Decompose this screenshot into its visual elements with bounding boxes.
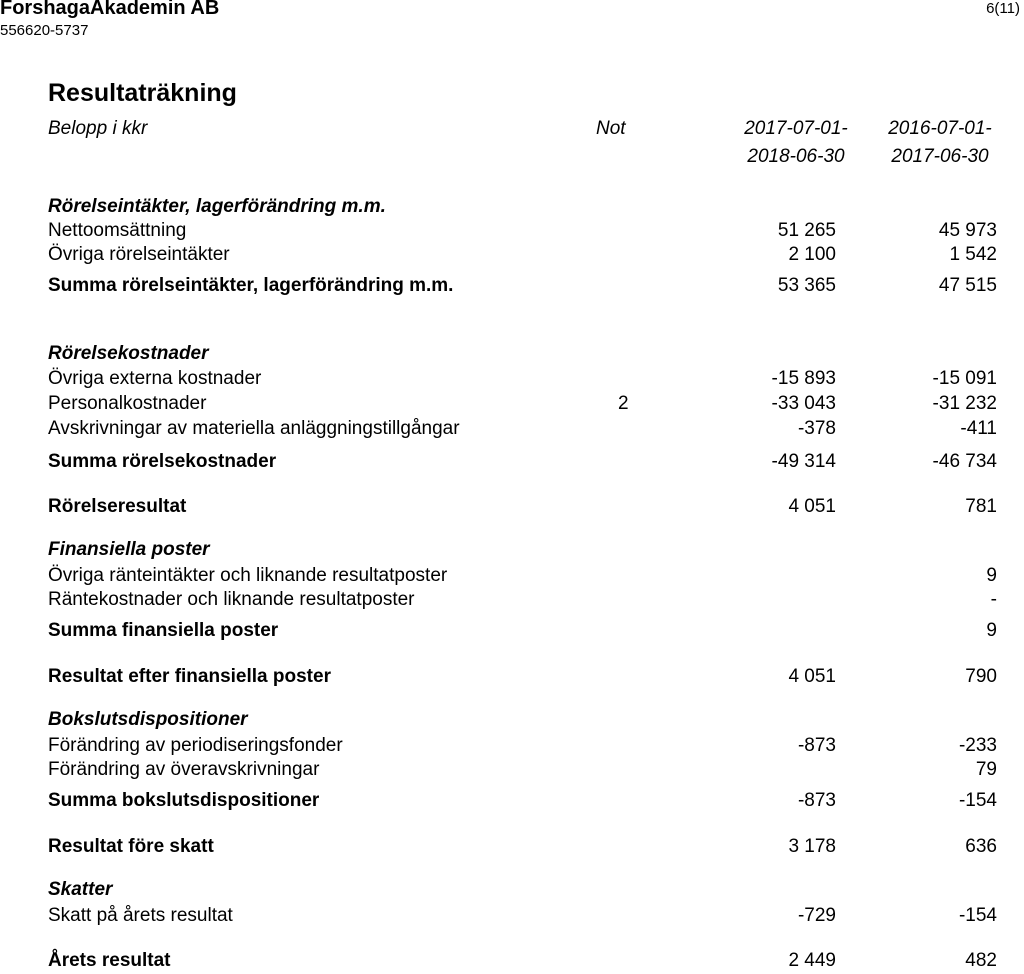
row-label: Rörelseintäkter, lagerförändring m.m.	[48, 196, 386, 217]
prior-value: 9	[986, 620, 997, 641]
page-number: 6(11)	[986, 0, 1020, 17]
row-label: Skatt på årets resultat	[48, 905, 233, 926]
row-label: Personalkostnader	[48, 393, 207, 414]
prior-value: -15 091	[932, 368, 997, 389]
row-label: Summa bokslutsdispositioner	[48, 790, 320, 811]
prior-value: 636	[965, 836, 997, 857]
page-title: Resultaträkning	[48, 79, 237, 107]
prior-value: -154	[958, 790, 997, 811]
prior-value: 45 973	[938, 220, 997, 241]
prior-value: -154	[958, 905, 997, 926]
row-label: Summa rörelsekostnader	[48, 451, 277, 472]
prior-value: 790	[965, 666, 997, 687]
row-label: Skatter	[48, 879, 113, 900]
current-period-end: 2018-06-30	[747, 146, 845, 167]
table-row	[0, 565, 1024, 589]
section-heading-operating-costs	[0, 343, 1024, 367]
table-row	[0, 220, 1024, 244]
row-label: Rörelseresultat	[48, 496, 187, 517]
amount-unit-label: Belopp i kkr	[48, 118, 148, 139]
prior-value: -411	[960, 418, 997, 439]
prior-value: 79	[975, 759, 997, 780]
table-row	[0, 905, 1024, 929]
current-value: -15 893	[771, 368, 836, 389]
prior-period-end: 2017-06-30	[891, 146, 989, 167]
prior-value: 1 542	[949, 244, 997, 265]
section-heading-financial-items	[0, 539, 1024, 563]
row-label: Övriga ränteintäkter och liknande resultatposter	[48, 565, 448, 586]
prior-value: 482	[965, 950, 997, 971]
prior-period-header	[850, 115, 1024, 171]
net-result-row	[0, 950, 1024, 974]
row-label: Resultat efter finansiella poster	[48, 666, 331, 687]
section-heading-appropriations	[0, 709, 1024, 733]
row-label: Förändring av periodiseringsfonder	[48, 735, 343, 756]
row-label: Resultat före skatt	[48, 836, 214, 857]
current-value: 51 265	[777, 220, 836, 241]
subtotal-row	[0, 275, 1024, 299]
prior-value: 9	[986, 565, 997, 586]
table-row	[0, 244, 1024, 268]
prior-value: 781	[965, 496, 997, 517]
prior-value: -	[990, 589, 997, 610]
row-label: Övriga externa kostnader	[48, 368, 262, 389]
row-label: Summa finansiella poster	[48, 620, 279, 641]
current-value: 53 365	[777, 275, 836, 296]
prior-value: 47 515	[938, 275, 997, 296]
table-row	[0, 589, 1024, 613]
prior-value: -233	[958, 735, 997, 756]
current-value: -873	[797, 735, 836, 756]
row-label: Bokslutsdispositioner	[48, 709, 248, 730]
current-value: 4 051	[788, 496, 836, 517]
prior-value: -31 232	[932, 393, 997, 414]
current-value: 4 051	[788, 666, 836, 687]
result-row	[0, 666, 1024, 690]
section-heading-taxes	[0, 879, 1024, 903]
current-value: -873	[797, 790, 836, 811]
row-label: Nettoomsättning	[48, 220, 187, 241]
row-label: Årets resultat	[48, 950, 171, 971]
table-row	[0, 735, 1024, 759]
current-value: 2 100	[788, 244, 836, 265]
subtotal-row	[0, 451, 1024, 475]
prior-period-start: 2016-07-01-	[888, 118, 992, 139]
current-period-start: 2017-07-01-	[744, 118, 848, 139]
section-heading-operating-income	[0, 196, 1024, 220]
current-value: -729	[797, 905, 836, 926]
result-row	[0, 496, 1024, 520]
result-row	[0, 836, 1024, 860]
org-number: 556620-5737	[0, 22, 89, 39]
subtotal-row	[0, 790, 1024, 814]
row-label: Summa rörelseintäkter, lagerförändring m.m.	[48, 275, 454, 296]
current-value: 3 178	[788, 836, 836, 857]
table-row	[0, 418, 1024, 442]
current-value: -49 314	[771, 451, 836, 472]
prior-value: -46 734	[932, 451, 997, 472]
current-value: -33 043	[771, 393, 836, 414]
note-column-header: Not	[596, 118, 626, 139]
row-label: Övriga rörelseintäkter	[48, 244, 230, 265]
row-label: Avskrivningar av materiella anläggningstillgångar	[48, 418, 460, 439]
row-label: Finansiella poster	[48, 539, 210, 560]
row-label: Räntekostnader och liknande resultatposter	[48, 589, 415, 610]
subtotal-row	[0, 620, 1024, 644]
current-value: -378	[797, 418, 836, 439]
current-value: 2 449	[788, 950, 836, 971]
table-row	[0, 393, 1024, 417]
table-row	[0, 368, 1024, 392]
note-reference: 2	[618, 393, 629, 414]
company-name: ForshagaAkademin AB	[0, 0, 220, 19]
table-row	[0, 759, 1024, 783]
row-label: Förändring av överavskrivningar	[48, 759, 320, 780]
row-label: Rörelsekostnader	[48, 343, 209, 364]
